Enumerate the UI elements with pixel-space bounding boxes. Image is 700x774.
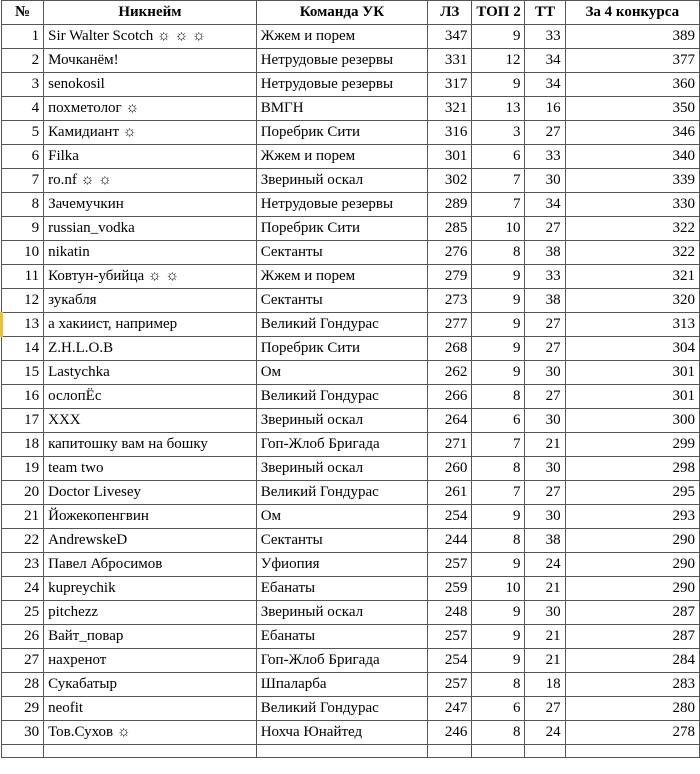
cell-nickname: Lastychka (44, 361, 257, 385)
cell-total: 283 (565, 673, 699, 697)
cell-nickname: Z.H.L.O.B (44, 337, 257, 361)
cell-top2: 10 (472, 217, 525, 241)
cell-top2: 10 (472, 577, 525, 601)
cell-top2: 7 (472, 433, 525, 457)
cell-total: 322 (565, 241, 699, 265)
cell-top2: 9 (472, 265, 525, 289)
cell-rank-number: 21 (2, 505, 44, 529)
cell-rank-number: 11 (2, 265, 44, 289)
cell-team: Гоп-Жлоб Бригада (256, 433, 427, 457)
cell-total: 293 (565, 505, 699, 529)
cell-team: Нетрудовые резервы (256, 193, 427, 217)
cell-team: Великий Гондурас (256, 481, 427, 505)
table-row (2, 385, 700, 409)
cell-tt: 24 (525, 553, 565, 577)
cell-tt: 21 (525, 433, 565, 457)
cell-top2: 9 (472, 361, 525, 385)
cell-lz: 259 (428, 577, 472, 601)
cell-top2: 9 (472, 553, 525, 577)
cell-team: Нетрудовые резервы (256, 73, 427, 97)
cell-rank-number: 10 (2, 241, 44, 265)
table-row (2, 433, 700, 457)
table-row (2, 625, 700, 649)
cell-team: Жжем и порем (256, 25, 427, 49)
table-row (2, 121, 700, 145)
cell-lz: 248 (428, 601, 472, 625)
cell-rank-number: 15 (2, 361, 44, 385)
cell-rank-number: 19 (2, 457, 44, 481)
cell-top2: 9 (472, 73, 525, 97)
table-row (2, 97, 700, 121)
table-row (2, 289, 700, 313)
cell-nickname: Filka (44, 145, 257, 169)
cell-rank-number: 14 (2, 337, 44, 361)
cell-empty (525, 745, 565, 758)
cell-team: ВМГН (256, 97, 427, 121)
cell-total: 301 (565, 361, 699, 385)
cell-top2: 8 (472, 673, 525, 697)
cell-rank-number: 3 (2, 73, 44, 97)
cell-rank-number: 1 (2, 25, 44, 49)
cell-team: Звериный оскал (256, 409, 427, 433)
cell-lz: 257 (428, 673, 472, 697)
cell-top2: 8 (472, 721, 525, 745)
cell-team: Жжем и порем (256, 265, 427, 289)
cell-empty (44, 745, 257, 758)
cell-tt: 33 (525, 25, 565, 49)
cell-team: Звериный оскал (256, 601, 427, 625)
cell-nickname: XXX (44, 409, 257, 433)
cell-top2: 9 (472, 289, 525, 313)
cell-top2: 9 (472, 25, 525, 49)
cell-rank-number: 26 (2, 625, 44, 649)
cell-rank-number: 9 (2, 217, 44, 241)
cell-total: 290 (565, 553, 699, 577)
cell-rank-number: 8 (2, 193, 44, 217)
cell-lz: 246 (428, 721, 472, 745)
cell-lz: 301 (428, 145, 472, 169)
cell-tt: 38 (525, 289, 565, 313)
table-row (2, 409, 700, 433)
cell-total: 389 (565, 25, 699, 49)
cell-total: 300 (565, 409, 699, 433)
cell-top2: 3 (472, 121, 525, 145)
cell-tt: 27 (525, 481, 565, 505)
cell-tt: 21 (525, 577, 565, 601)
table-row (2, 145, 700, 169)
cell-nickname: Sir Walter Scotch ☼ ☼ ☼ (44, 25, 257, 49)
cell-team: Великий Гондурас (256, 385, 427, 409)
cell-total: 313 (565, 313, 699, 337)
table-row (2, 697, 700, 721)
cell-rank-number: 28 (2, 673, 44, 697)
table-row (2, 673, 700, 697)
cell-top2: 9 (472, 649, 525, 673)
cell-team: Поребрик Сити (256, 337, 427, 361)
cell-rank-number: 5 (2, 121, 44, 145)
table-body (2, 25, 700, 758)
cell-total: 287 (565, 601, 699, 625)
cell-nickname: Doctor Livesey (44, 481, 257, 505)
cell-tt: 33 (525, 265, 565, 289)
cell-lz: 277 (428, 313, 472, 337)
cell-empty (256, 745, 427, 758)
table-row (2, 265, 700, 289)
cell-top2: 7 (472, 169, 525, 193)
cell-team: Нетрудовые резервы (256, 49, 427, 73)
table-row (2, 529, 700, 553)
cell-tt: 30 (525, 361, 565, 385)
cell-tt: 30 (525, 505, 565, 529)
table-row (2, 505, 700, 529)
column-header-top2: ТОП 2 (472, 1, 525, 25)
cell-total: 304 (565, 337, 699, 361)
cell-total: 280 (565, 697, 699, 721)
cell-rank-number: 30 (2, 721, 44, 745)
cell-total: 377 (565, 49, 699, 73)
cell-top2: 9 (472, 601, 525, 625)
cell-lz: 302 (428, 169, 472, 193)
table-row (2, 193, 700, 217)
column-header-tt: ТТ (525, 1, 565, 25)
table-header-row (2, 1, 700, 25)
cell-total: 330 (565, 193, 699, 217)
cell-nickname: team two (44, 457, 257, 481)
cell-lz: 244 (428, 529, 472, 553)
cell-team: Великий Гондурас (256, 313, 427, 337)
cell-tt: 27 (525, 697, 565, 721)
cell-nickname: Тов.Сухов ☼ (44, 721, 257, 745)
table-row (2, 601, 700, 625)
table-row (2, 553, 700, 577)
cell-lz: 331 (428, 49, 472, 73)
cell-nickname: Павел Абросимов (44, 553, 257, 577)
table-row (2, 25, 700, 49)
cell-total: 298 (565, 457, 699, 481)
cell-team: Звериный оскал (256, 457, 427, 481)
cell-top2: 6 (472, 409, 525, 433)
cell-lz: 264 (428, 409, 472, 433)
cell-tt: 30 (525, 409, 565, 433)
cell-empty (428, 745, 472, 758)
cell-nickname: капитошку вам на бошку (44, 433, 257, 457)
cell-total: 321 (565, 265, 699, 289)
column-header-nickname: Никнейм (44, 1, 257, 25)
cell-nickname: Зачемучкин (44, 193, 257, 217)
column-header-number: № (2, 1, 44, 25)
cell-lz: 257 (428, 553, 472, 577)
cell-total: 322 (565, 217, 699, 241)
cell-lz: 273 (428, 289, 472, 313)
cell-tt: 38 (525, 241, 565, 265)
cell-rank-number: 20 (2, 481, 44, 505)
cell-tt: 27 (525, 385, 565, 409)
cell-top2: 7 (472, 481, 525, 505)
cell-team: Ебанаты (256, 577, 427, 601)
table-row (2, 337, 700, 361)
cell-total: 339 (565, 169, 699, 193)
cell-top2: 7 (472, 193, 525, 217)
cell-lz: 260 (428, 457, 472, 481)
cell-top2: 9 (472, 337, 525, 361)
column-header-lz: ЛЗ (428, 1, 472, 25)
cell-rank-number: 18 (2, 433, 44, 457)
table-row (2, 649, 700, 673)
cell-rank-number: 7 (2, 169, 44, 193)
cell-top2: 9 (472, 625, 525, 649)
table-row (2, 217, 700, 241)
cell-total: 301 (565, 385, 699, 409)
cell-top2: 6 (472, 697, 525, 721)
cell-total: 360 (565, 73, 699, 97)
cell-nickname: russian_vodka (44, 217, 257, 241)
cell-total: 290 (565, 577, 699, 601)
table-row (2, 169, 700, 193)
cell-top2: 8 (472, 241, 525, 265)
cell-nickname: похметолог ☼ (44, 97, 257, 121)
cell-lz: 268 (428, 337, 472, 361)
cell-total: 278 (565, 721, 699, 745)
cell-lz: 289 (428, 193, 472, 217)
cell-team: Поребрик Сити (256, 217, 427, 241)
cell-tt: 30 (525, 601, 565, 625)
cell-nickname: Йожекопенгвин (44, 505, 257, 529)
cell-team: Сектанты (256, 289, 427, 313)
cell-lz: 317 (428, 73, 472, 97)
cell-team: Шпаларба (256, 673, 427, 697)
cell-tt: 38 (525, 529, 565, 553)
cell-nickname: Камидиант ☼ (44, 121, 257, 145)
cell-nickname: а хакиист, например (44, 313, 257, 337)
cell-tt: 30 (525, 457, 565, 481)
cell-team: Сектанты (256, 241, 427, 265)
cell-top2: 13 (472, 97, 525, 121)
cell-rank-number: 4 (2, 97, 44, 121)
cell-nickname: neofit (44, 697, 257, 721)
cell-rank-number: 17 (2, 409, 44, 433)
cell-total: 290 (565, 529, 699, 553)
cell-total: 346 (565, 121, 699, 145)
cell-rank-number: 6 (2, 145, 44, 169)
cell-lz: 247 (428, 697, 472, 721)
cell-tt: 27 (525, 337, 565, 361)
table-row (2, 241, 700, 265)
table-row-empty (2, 745, 700, 758)
table-row (2, 49, 700, 73)
cell-total: 320 (565, 289, 699, 313)
cell-rank-number: 29 (2, 697, 44, 721)
cell-tt: 24 (525, 721, 565, 745)
cell-nickname: senokosil (44, 73, 257, 97)
cell-top2: 9 (472, 505, 525, 529)
table-row (2, 457, 700, 481)
cell-lz: 266 (428, 385, 472, 409)
cell-empty (2, 745, 44, 758)
cell-tt: 21 (525, 625, 565, 649)
cell-total: 284 (565, 649, 699, 673)
cell-team: Гоп-Жлоб Бригада (256, 649, 427, 673)
cell-lz: 347 (428, 25, 472, 49)
column-header-team: Команда УК (256, 1, 427, 25)
cell-tt: 21 (525, 649, 565, 673)
cell-nickname: Сукабатыр (44, 673, 257, 697)
cell-lz: 257 (428, 625, 472, 649)
cell-nickname: ослопЁс (44, 385, 257, 409)
cell-top2: 8 (472, 457, 525, 481)
cell-nickname: зукабля (44, 289, 257, 313)
cell-empty (565, 745, 699, 758)
cell-team: Уфиопия (256, 553, 427, 577)
cell-lz: 316 (428, 121, 472, 145)
cell-team: Ебанаты (256, 625, 427, 649)
cell-rank-number: 13 (2, 313, 44, 337)
table-row (2, 313, 700, 337)
cell-top2: 12 (472, 49, 525, 73)
cell-nickname: ro.nf ☼ ☼ (44, 169, 257, 193)
cell-lz: 254 (428, 649, 472, 673)
cell-nickname: Вайт_повар (44, 625, 257, 649)
cell-lz: 262 (428, 361, 472, 385)
cell-lz: 321 (428, 97, 472, 121)
cell-rank-number: 27 (2, 649, 44, 673)
cell-rank-number: 12 (2, 289, 44, 313)
cell-rank-number: 2 (2, 49, 44, 73)
cell-tt: 34 (525, 193, 565, 217)
cell-nickname: Мочканём! (44, 49, 257, 73)
cell-top2: 9 (472, 313, 525, 337)
table-row (2, 721, 700, 745)
cell-tt: 18 (525, 673, 565, 697)
cell-total: 340 (565, 145, 699, 169)
cell-total: 299 (565, 433, 699, 457)
table-row (2, 73, 700, 97)
cell-team: Великий Гондурас (256, 697, 427, 721)
cell-team: Ом (256, 361, 427, 385)
cell-lz: 279 (428, 265, 472, 289)
cell-total: 350 (565, 97, 699, 121)
table-row (2, 481, 700, 505)
cell-lz: 276 (428, 241, 472, 265)
cell-tt: 27 (525, 217, 565, 241)
cell-team: Нохча Юнайтед (256, 721, 427, 745)
cell-top2: 8 (472, 529, 525, 553)
cell-team: Жжем и порем (256, 145, 427, 169)
cell-tt: 34 (525, 49, 565, 73)
cell-rank-number: 25 (2, 601, 44, 625)
cell-tt: 16 (525, 97, 565, 121)
cell-nickname: AndrewskeD (44, 529, 257, 553)
cell-tt: 33 (525, 145, 565, 169)
cell-tt: 27 (525, 121, 565, 145)
cell-lz: 254 (428, 505, 472, 529)
cell-rank-number: 24 (2, 577, 44, 601)
cell-team: Звериный оскал (256, 169, 427, 193)
cell-rank-number: 16 (2, 385, 44, 409)
cell-tt: 30 (525, 169, 565, 193)
cell-nickname: pitchezz (44, 601, 257, 625)
cell-lz: 271 (428, 433, 472, 457)
cell-top2: 8 (472, 385, 525, 409)
cell-nickname: kupreychik (44, 577, 257, 601)
cell-total: 295 (565, 481, 699, 505)
table-row (2, 361, 700, 385)
cell-rank-number: 22 (2, 529, 44, 553)
cell-top2: 6 (472, 145, 525, 169)
cell-nickname: Ковтун-убийца ☼ ☼ (44, 265, 257, 289)
cell-lz: 261 (428, 481, 472, 505)
column-header-total: За 4 конкурса (565, 1, 699, 25)
cell-tt: 34 (525, 73, 565, 97)
table-header (2, 1, 700, 25)
cell-total: 287 (565, 625, 699, 649)
cell-team: Поребрик Сити (256, 121, 427, 145)
cell-team: Ом (256, 505, 427, 529)
cell-empty (472, 745, 525, 758)
cell-rank-number: 23 (2, 553, 44, 577)
cell-nickname: нахренот (44, 649, 257, 673)
cell-tt: 27 (525, 313, 565, 337)
cell-nickname: nikatin (44, 241, 257, 265)
table-row (2, 577, 700, 601)
cell-lz: 285 (428, 217, 472, 241)
cell-team: Сектанты (256, 529, 427, 553)
